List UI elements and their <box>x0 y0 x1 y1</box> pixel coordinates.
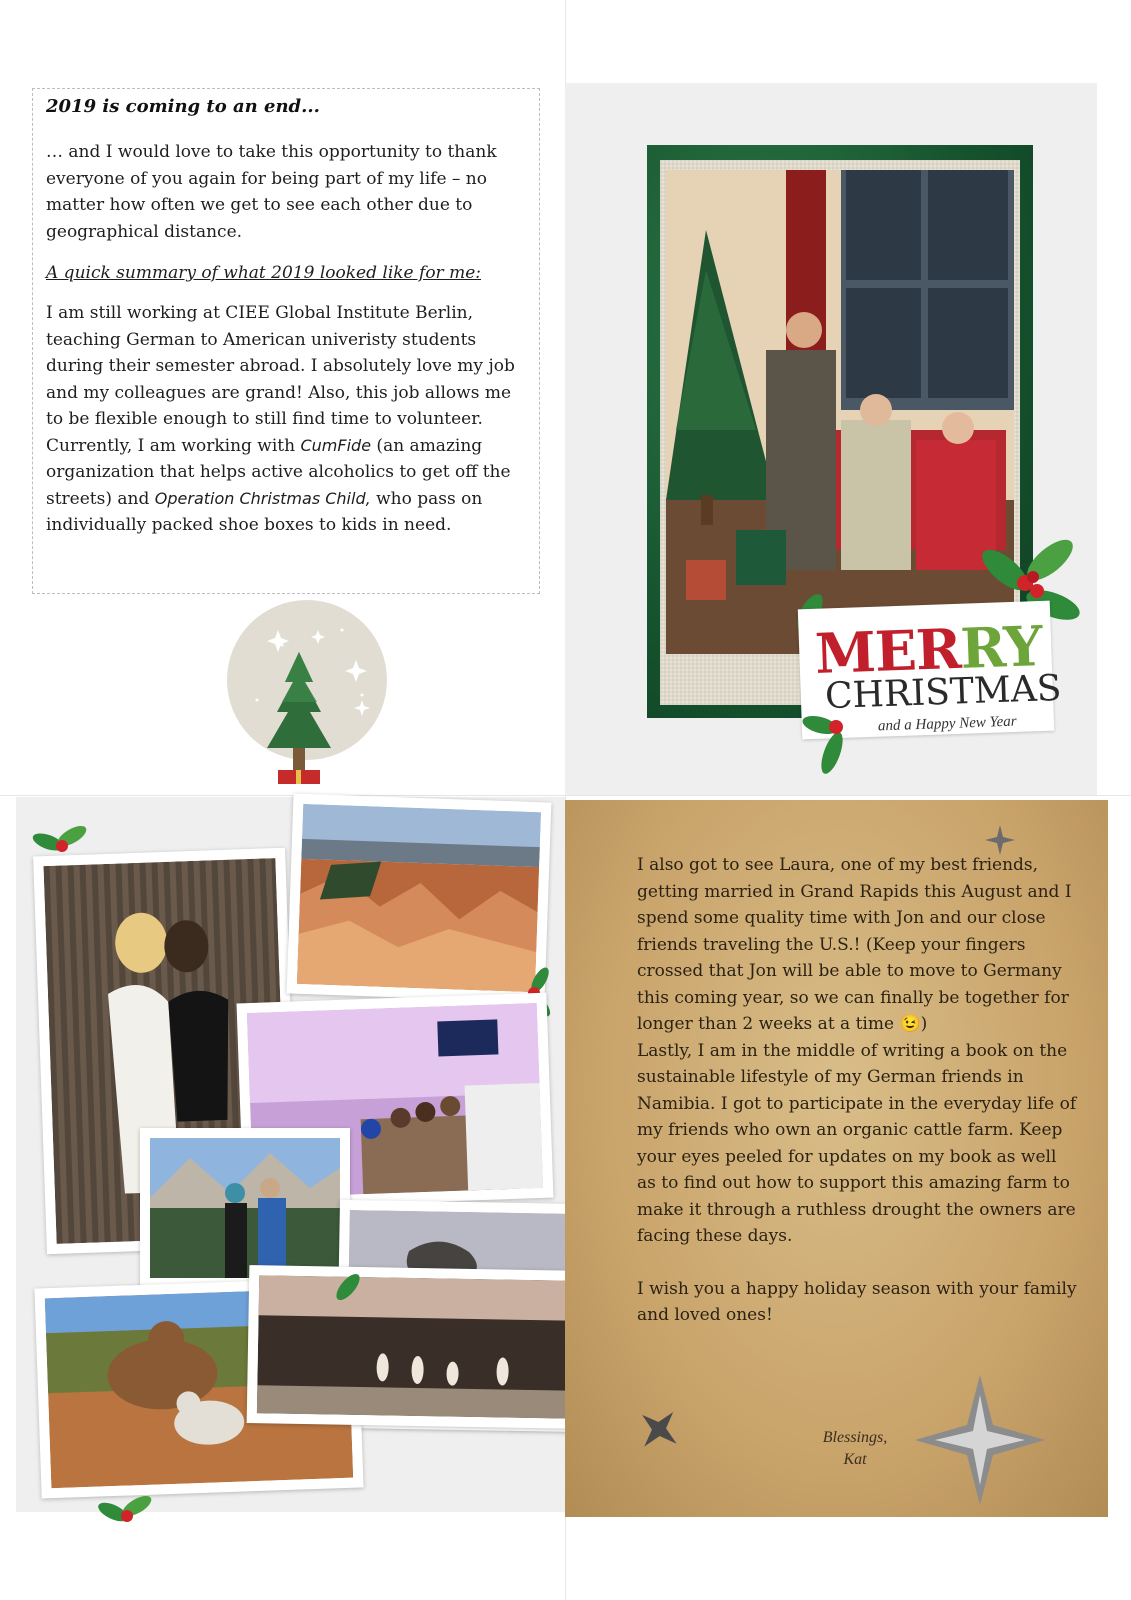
holly-leaf-icon <box>328 1265 368 1310</box>
canyon-image <box>297 804 541 992</box>
org-cumfide: CumFide <box>300 435 372 455</box>
work-text-3: who pass on individually packed shoe boxes to kids in need. <box>46 488 483 535</box>
holly-icon <box>95 1492 155 1530</box>
letter-body <box>637 852 1077 1329</box>
work-text-2: (an amazing organization that helps active alcoholics to get off the streets) and <box>46 435 511 509</box>
intro-paragraph: … and I would love to take this opportunity to thank everyone of you again for being part of my life – no matter how often we get to see each other due to geographical distance. <box>46 142 497 242</box>
closing-blessings: Blessings, <box>822 1429 888 1446</box>
signature: Kat <box>843 1451 867 1468</box>
star-icon <box>915 1375 1045 1505</box>
christmas-text: CHRISTMAS <box>824 667 1063 718</box>
merry-text: MERRY <box>813 613 1043 686</box>
family-photo-scene <box>666 170 1014 654</box>
christmas-tree-icon <box>222 600 392 795</box>
org-operation-christmas-child: Operation Christmas Child, <box>154 488 371 508</box>
intro-heading: 2019 is coming to an end... <box>46 96 320 117</box>
letter-paragraph-1: I also got to see Laura, one of my best friends, getting married in Grand Rapids this August and I spend some quality time with Jon and our close friends traveling the U.S.! (Keep your fingers crossed that Jon will be able to move to Germany this coming year, so we can finally be together for longer than 2 weeks at a time 😉) <box>637 855 1072 1034</box>
couple-image <box>150 1138 340 1278</box>
letter-paragraph-3: I wish you a happy holiday season with your family and loved ones! <box>637 1278 1077 1325</box>
work-paragraph <box>46 300 526 539</box>
work-text-1: I am still working at CIEE Global Institute Berlin, teaching German to American univeristy students during their semester abroad. I absolutely love my job and my colleagues are grand! Also, this job allows me to be flexible enough to still find time to volunteer. Currently, I am working with <box>46 303 515 456</box>
holly-icon <box>800 705 860 780</box>
happy-new-year-text: and a Happy New Year <box>877 713 1017 735</box>
waterhole-image <box>257 1275 577 1419</box>
star-icon <box>985 825 1015 855</box>
family-christmas-photo <box>666 170 1014 654</box>
star-icon <box>637 1407 682 1452</box>
photo-couple-mountains <box>140 1128 350 1288</box>
letter-closing <box>800 1427 910 1471</box>
photo-canyon <box>287 794 552 1003</box>
photo-waterhole <box>247 1265 588 1429</box>
fold-line-horizontal <box>0 795 1131 796</box>
letter-paragraph-2: Lastly, I am in the middle of writing a book on the sustainable lifestyle of my German friends in Namibia. I got to participate in the everyday life of my friends who own an organic cattle farm. Keep your eyes peeled for updates on my book as well as to find out how to support this amazing farm to make it through a ruthless drought the owners are facing these days. <box>637 1040 1077 1246</box>
intro-subheading: A quick summary of what 2019 looked like for me: <box>46 263 481 283</box>
